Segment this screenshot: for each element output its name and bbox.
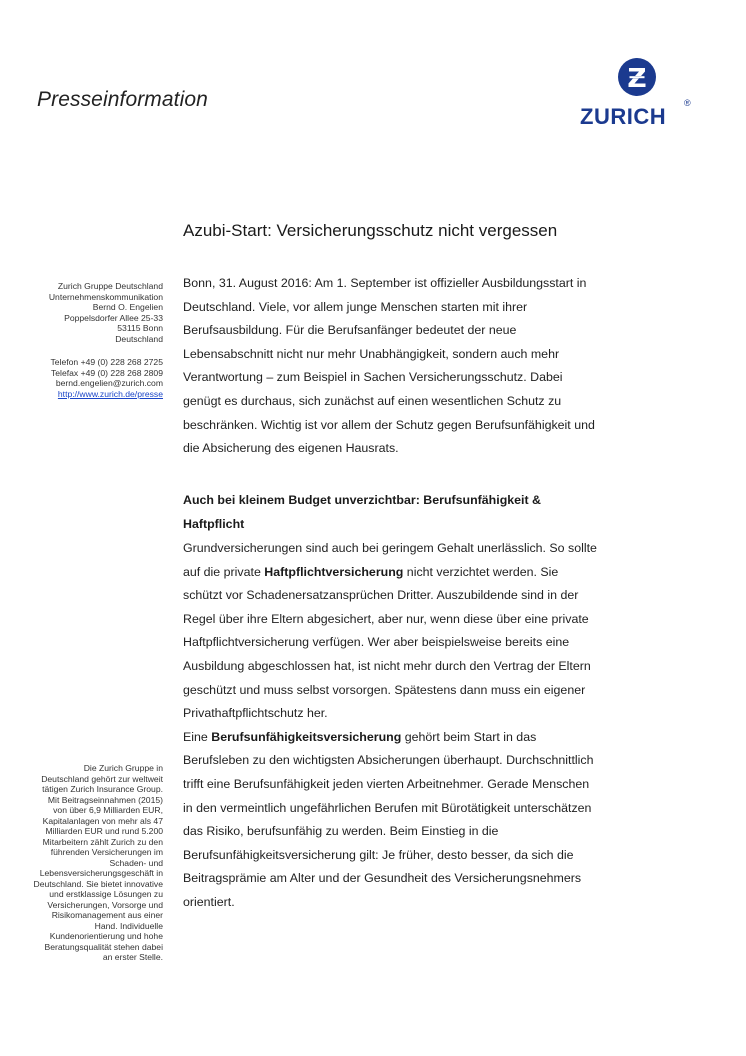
section-subheading [183,489,613,536]
about-line: Hand. Individuelle [94,920,163,931]
body-line: Ausbildung abgeschlossen hat, ist nicht mehr durch den Vertrag der Eltern [183,658,591,673]
sidebar-contact-block [20,281,163,399]
text-run: gehört beim Start in das [401,729,537,744]
body-line: Berufsausbildung. Für die Berufsanfänger bedeutet der neue [183,323,517,338]
body-paragraphs [183,537,643,915]
about-line: Lebensversicherungsgeschäft in [39,868,163,878]
body-line: Deutschland. Viele, vor allem junge Menschen starten mit ihrer [183,299,528,314]
contact-city: 53115 Bonn [117,323,163,333]
about-line: Versicherungen, Vorsorge und [47,899,163,910]
text-run: Eine [183,729,212,744]
about-line: tätigen Zurich Insurance Group. [42,784,163,794]
zurich-logo [578,57,698,132]
contact-phone: Telefon +49 (0) 228 268 2725 [50,357,163,367]
body-line: Privathaftpflichtschutz her. [183,706,328,721]
body-line: Berufsunfähigkeitsversicherung gilt: Je früher, desto besser, da sich die [183,847,574,862]
contact-country: Deutschland [115,333,163,344]
about-line: an erster Stelle. [102,952,163,962]
body-line: Lebensabschnitt nicht nur mehr Unabhängigkeit, sondern auch mehr [183,346,560,361]
body-line: beschränken. Wichtig ist vor allem der Schutz gegen Berufsunfähigkeit und [183,417,595,432]
about-line: Mitarbeitern zählt Zurich zu den [42,836,163,847]
body-line: geschützt und muss selbst vorsorgen. Spätestens dann muss ein eigener [183,682,586,697]
body-line: genügt es durchaus, sich zunächst auf einen wesentlichen Schutz zu [183,393,562,408]
body-line: Verantwortung – zum Beispiel in Sachen Versicherungsschutz. Dabei [183,370,563,385]
page-header-label: Presseinformation [37,88,208,111]
body-line: Beitragsprämie am Alter und der Gesundheit des Versicherungsnehmers [183,871,582,886]
subheading-line: Haftpflicht [183,516,245,531]
about-line: Milliarden EUR und rund 5.200 [45,826,163,836]
body-line: schützt vor Schadenersatzansprüchen Dritter. Auszubildende sind in der [183,588,579,603]
about-line: und erstklassige Lösungen zu [49,889,163,899]
body-line: trifft eine Berufsunfähigkeit jeden vierten Arbeitnehmer. Gerade Menschen [183,776,590,791]
press-release-title: Azubi-Start: Versicherungsschutz nicht vergessen [183,221,558,240]
intro-paragraph [183,272,643,461]
subheading-line: Auch bei kleinem Budget unverzichtbar: Berufsunfähigkeit & [183,493,542,507]
sidebar-about-block [20,763,163,963]
body-line: das Risiko, berufsunfähig zu werden. Beim Einstieg in die [183,824,499,839]
about-line: Die Zurich Gruppe in [83,763,163,773]
contact-department: Unternehmenskommunikation [48,291,163,302]
logo-registered-mark: ® [684,98,691,108]
body-line: orientiert. [183,894,235,909]
text-run: auf die private [183,564,265,579]
about-line: Kapitalanlagen von mehr als 47 [42,815,163,826]
about-line: Deutschland gehört zur weltweit [41,773,163,784]
zurich-emblem-icon [617,57,657,97]
logo-wordmark: ZURICH [580,104,667,129]
body-line: Berufsleben zu den wichtigsten Absicherungen überhaupt. Durchschnittlich [183,753,594,768]
about-line: von über 6,9 Milliarden EUR, [53,805,163,815]
contact-org: Zurich Gruppe Deutschland [57,281,163,291]
body-line-with-bold [183,561,643,585]
body-line: die Absicherung des eigenen Hausrats. [183,441,399,456]
body-line: Regel über ihre Eltern abgesichert, aber nur, wenn diese über eine private [183,611,589,626]
bold-term-liability-insurance: Haftpflichtversicherung [264,564,404,579]
press-url-link[interactable]: http://www.zurich.de/presse [57,388,163,399]
about-line: Mit Beitragseinnahmen (2015) [47,794,163,805]
contact-email[interactable]: bernd.engelien@zurich.com [55,378,163,388]
body-line: Bonn, 31. August 2016: Am 1. September ist offizieller Ausbildungsstart in [183,276,587,290]
contact-person: Bernd O. Engelien [92,302,163,312]
bold-term-disability-insurance: Berufsunfähigkeitsversicherung [211,729,402,744]
contact-spacer [20,344,163,357]
body-line-with-bold [183,726,643,750]
about-line: Schaden- und [109,857,163,868]
body-line: Grundversicherungen sind auch bei geringem Gehalt unerlässlich. So sollte [183,541,597,555]
about-line: Deutschland. Sie bietet innovative [33,878,163,889]
about-line: führenden Versicherungen im [50,847,163,857]
about-line: Risikomanagement aus einer [51,910,163,920]
about-line: Kundenorientierung und hohe [49,931,163,941]
contact-street: Poppelsdorfer Allee 25-33 [64,312,163,323]
about-line: Beratungsqualität stehen dabei [44,941,163,952]
body-line: in den vermeintlich ungefährlichen Berufen mit Bürotätigkeit unterschätzen [183,800,592,815]
contact-fax: Telefax +49 (0) 228 268 2809 [50,367,163,378]
body-line: Haftpflichtversicherung verfügen. Wer aber beispielsweise bereits eine [183,635,570,650]
text-run: nicht verzichtet werden. Sie [403,564,559,579]
